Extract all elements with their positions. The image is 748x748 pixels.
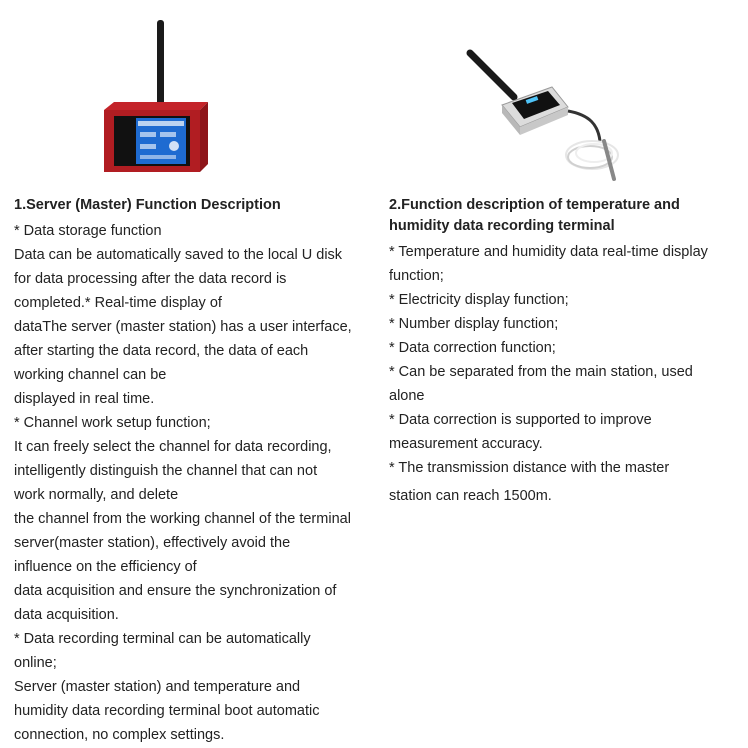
server-line: intelligently distinguish the channel that can not <box>14 463 318 479</box>
server-line: data acquisition. <box>14 607 119 623</box>
terminal-line: function; <box>389 268 444 284</box>
server-line: for data processing after the data record is <box>14 271 287 287</box>
server-line: dataThe server (master station) has a user interface, <box>14 319 352 335</box>
terminal-line: measurement accuracy. <box>389 436 543 452</box>
server-line: work normally, and delete <box>14 487 179 503</box>
server-line: data acquisition and ensure the synchronization of <box>14 583 337 599</box>
server-line: Data can be automatically saved to the local U disk <box>14 247 343 263</box>
server-line: connection, no complex settings. <box>14 727 225 743</box>
server-line: Server (master station) and temperature and <box>14 679 301 695</box>
server-line: the channel from the working channel of the terminal <box>14 511 351 527</box>
terminal-line: * Data correction function; <box>389 340 556 356</box>
server-section-heading: 1.Server (Master) Function Description <box>14 197 281 213</box>
server-line: completed.* Real-time display of <box>14 295 222 311</box>
terminal-line: * Temperature and humidity data real-time display <box>389 244 708 260</box>
server-description <box>14 219 352 747</box>
server-line: humidity data recording terminal boot automatic <box>14 703 320 719</box>
server-line: working channel can be <box>14 367 167 383</box>
terminal-device-image <box>464 45 624 185</box>
terminal-line: * Can be separated from the main station, used <box>389 364 693 380</box>
server-line: after starting the data record, the data of each <box>14 343 309 359</box>
server-line: * Data storage function <box>14 223 162 239</box>
terminal-line: * Number display function; <box>389 316 559 332</box>
terminal-section-heading: 2.Function description of temperature and humidity data recording terminal <box>389 197 680 234</box>
terminal-line: station can reach 1500m. <box>389 488 552 504</box>
server-line: server(master station), effectively avoid the <box>14 535 291 551</box>
terminal-line: * Data correction is supported to improve <box>389 412 652 428</box>
terminal-line: * The transmission distance with the master <box>389 460 670 476</box>
server-line: displayed in real time. <box>14 391 155 407</box>
server-line: * Channel work setup function; <box>14 415 211 431</box>
server-device-image <box>100 18 212 174</box>
terminal-description <box>389 240 708 512</box>
server-line: influence on the efficiency of <box>14 559 197 575</box>
server-line: It can freely select the channel for data recording, <box>14 439 332 455</box>
server-line: * Data recording terminal can be automatically <box>14 631 311 647</box>
server-line: online; <box>14 655 57 671</box>
terminal-line: * Electricity display function; <box>389 292 569 308</box>
terminal-line: alone <box>389 388 425 404</box>
